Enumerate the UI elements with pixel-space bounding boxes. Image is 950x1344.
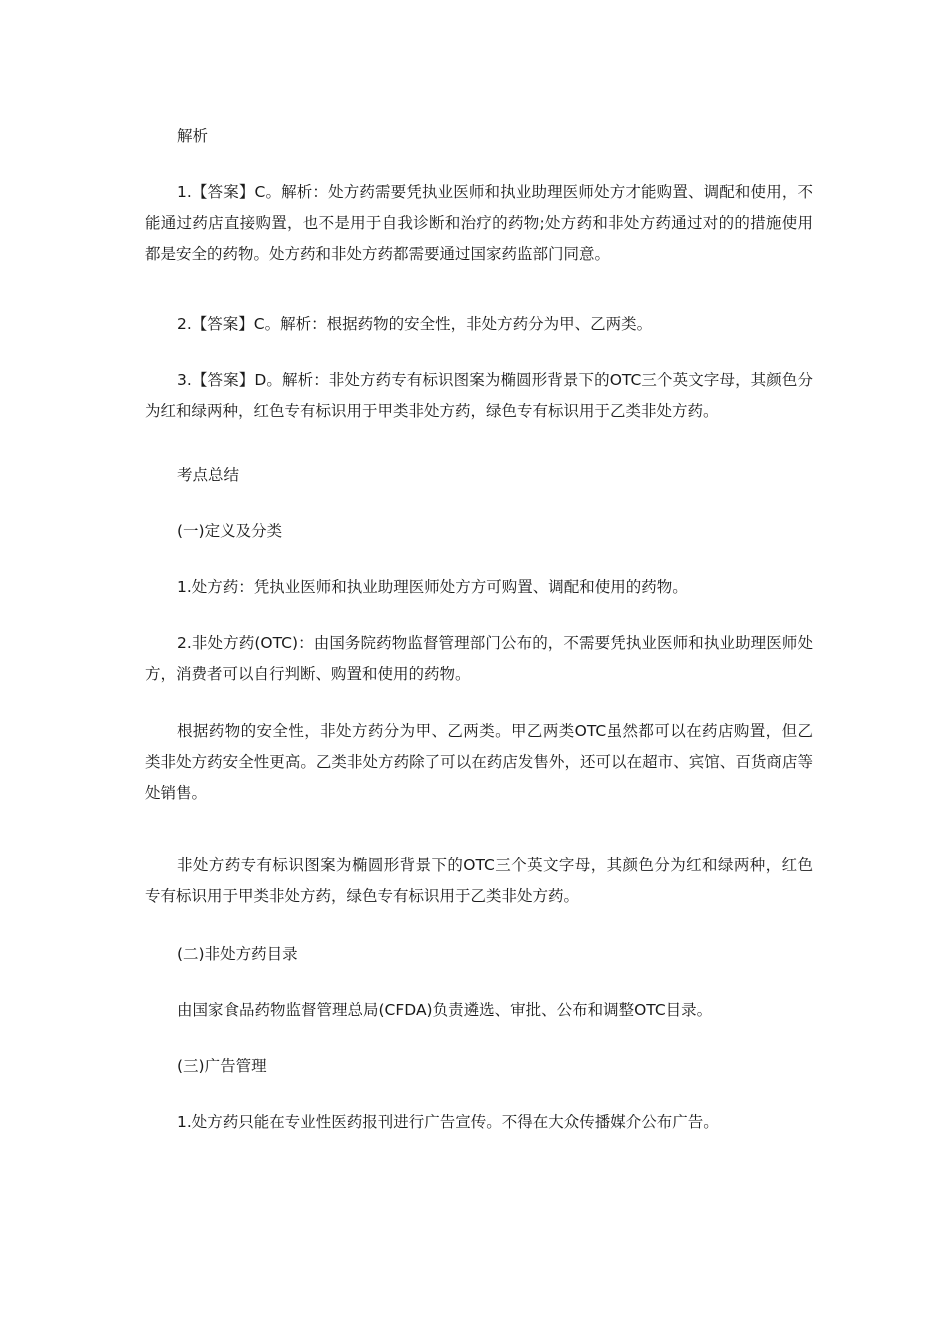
advertising-rule-paragraph: 1.处方药只能在专业性医药报刊进行广告宣传。不得在大众传播媒介公布广告。	[177, 1113, 719, 1131]
definition-otc-paragraph: 2.非处方药(OTC)：由国务院药物监督管理部门公布的，不需要凭执业医师和执业助理医师处方，消费者可以自行判断、购置和使用的药物。	[145, 634, 813, 683]
section-heading-summary: 考点总结	[177, 466, 240, 484]
answer-2-paragraph: 2.【答案】C。解析：根据药物的安全性，非处方药分为甲、乙两类。	[177, 315, 653, 333]
otc-classification-paragraph: 根据药物的安全性，非处方药分为甲、乙两类。甲乙两类OTC虽然都可以在药店购置，但乙类非处方药安全性更高。乙类非处方药除了可以在药店发售外，还可以在超市、宾馆、百货商店等处销售。	[145, 722, 813, 802]
answer-3-paragraph: 3.【答案】D。解析：非处方药专有标识图案为椭圆形背景下的OTC三个英文字母，其颜色分为红和绿两种，红色专有标识用于甲类非处方药，绿色专有标识用于乙类非处方药。	[145, 371, 813, 420]
definition-prescription-paragraph: 1.处方药：凭执业医师和执业助理医师处方方可购置、调配和使用的药物。	[177, 578, 688, 596]
otc-catalog-paragraph: 由国家食品药物监督管理总局(CFDA)负责遴选、审批、公布和调整OTC目录。	[177, 1001, 713, 1019]
subheading-advertising: (三)广告管理	[177, 1057, 267, 1075]
subheading-definition: (一)定义及分类	[177, 522, 283, 540]
answer-1-paragraph: 1.【答案】C。解析：处方药需要凭执业医师和执业助理医师处方才能购置、调配和使用，不能通过药店直接购置，也不是用于自我诊断和治疗的药物;处方药和非处方药通过对的的措施使用都是安全的药物。处方药和非处方药都需要通过国家药监部门同意。	[145, 183, 813, 263]
subheading-otc-catalog: (二)非处方药目录	[177, 945, 298, 963]
section-heading-analysis: 解析	[177, 127, 209, 145]
otc-label-paragraph: 非处方药专有标识图案为椭圆形背景下的OTC三个英文字母，其颜色分为红和绿两种，红色专有标识用于甲类非处方药，绿色专有标识用于乙类非处方药。	[145, 856, 813, 905]
